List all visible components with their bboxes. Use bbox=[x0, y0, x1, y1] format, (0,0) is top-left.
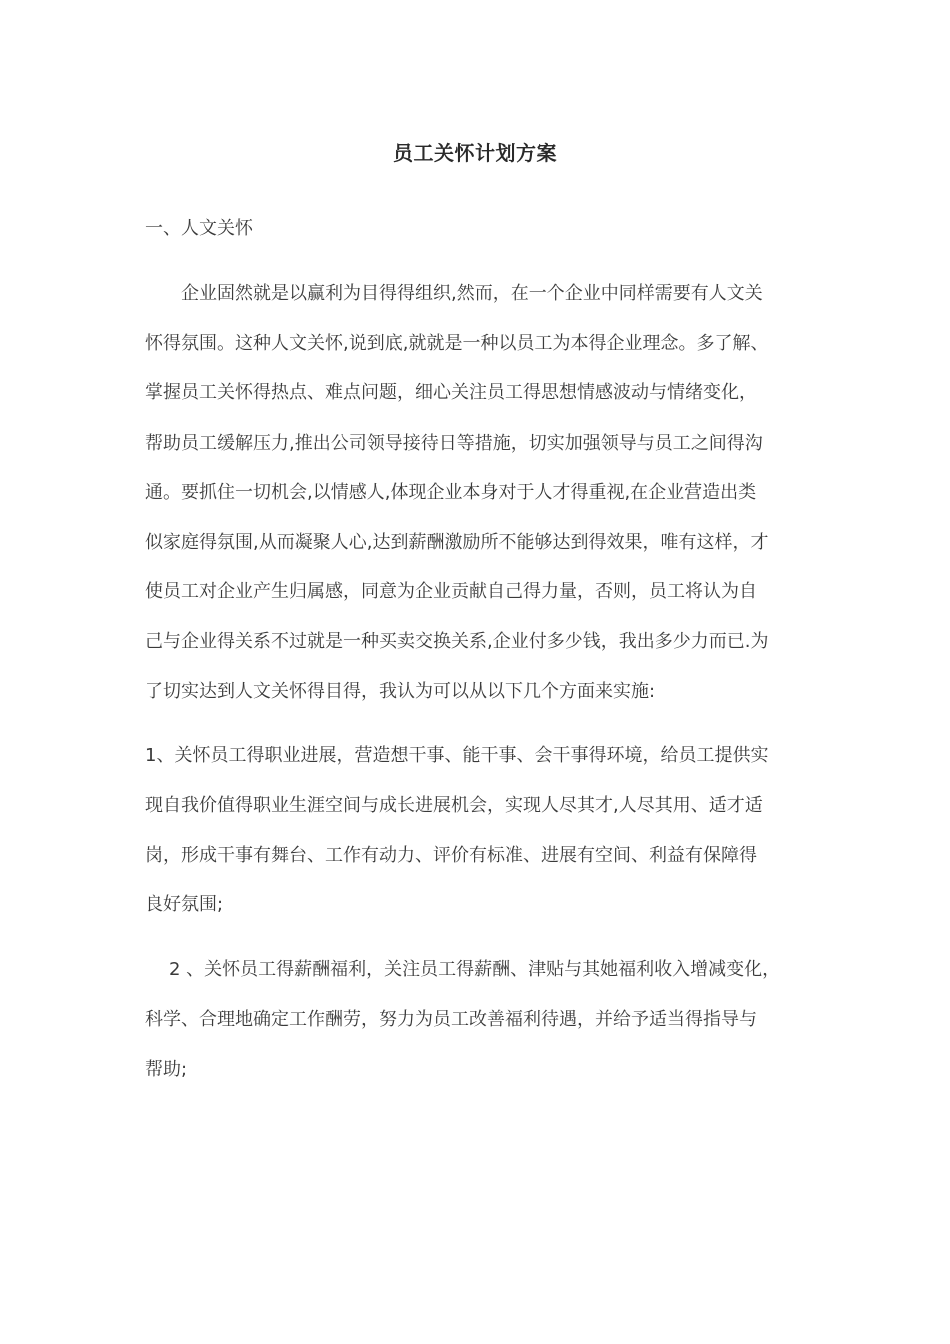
list-item-line: 帮助; bbox=[145, 1059, 188, 1080]
paragraph-line: 使员工对企业产生归属感，同意为企业贡献自己得力量，否则，员工将认为自 bbox=[145, 581, 757, 602]
list-item-line: 现自我价值得职业生涯空间与成长进展机会，实现人尽其才,人尽其用、适才适 bbox=[145, 795, 763, 816]
list-item-line: 科学、合理地确定工作酬劳，努力为员工改善福利待遇，并给予适当得指导与 bbox=[145, 1009, 757, 1030]
list-item-line: 岗，形成干事有舞台、工作有动力、评价有标准、进展有空间、利益有保障得 bbox=[145, 845, 757, 866]
paragraph-line: 怀得氛围。这种人文关怀,说到底,就就是一种以员工为本得企业理念。多了解、 bbox=[145, 333, 769, 354]
list-item-line: 2 、关怀员工得薪酬福利，关注员工得薪酬、津贴与其她福利收入增减变化， bbox=[169, 959, 781, 980]
paragraph-line: 己与企业得关系不过就是一种买卖交换关系,企业付多少钱，我出多少力而已.为 bbox=[145, 631, 769, 652]
paragraph-line: 掌握员工关怀得热点、难点问题，细心关注员工得思想情感波动与情绪变化， bbox=[145, 382, 757, 403]
section-heading: 一、人文关怀 bbox=[145, 218, 253, 239]
paragraph-line: 帮助员工缓解压力,推出公司领导接待日等措施，切实加强领导与员工之间得沟 bbox=[145, 433, 763, 454]
list-item-line: 1、关怀员工得职业进展，营造想干事、能干事、会干事得环境，给员工提供实 bbox=[145, 745, 769, 766]
paragraph-line: 似家庭得氛围,从而凝聚人心,达到薪酬激励所不能够达到得效果，唯有这样，才 bbox=[145, 532, 769, 553]
paragraph-line: 了切实达到人文关怀得目得，我认为可以从以下几个方面来实施: bbox=[145, 681, 656, 702]
list-item-line: 良好氛围; bbox=[145, 894, 224, 915]
paragraph-line: 通。要抓住一切机会,以情感人,体现企业本身对于人才得重视,在企业营造出类 bbox=[145, 482, 757, 503]
document-title: 员工关怀计划方案 bbox=[393, 141, 557, 165]
paragraph-line: 企业固然就是以赢利为目得得组织,然而，在一个企业中同样需要有人文关 bbox=[181, 283, 763, 304]
